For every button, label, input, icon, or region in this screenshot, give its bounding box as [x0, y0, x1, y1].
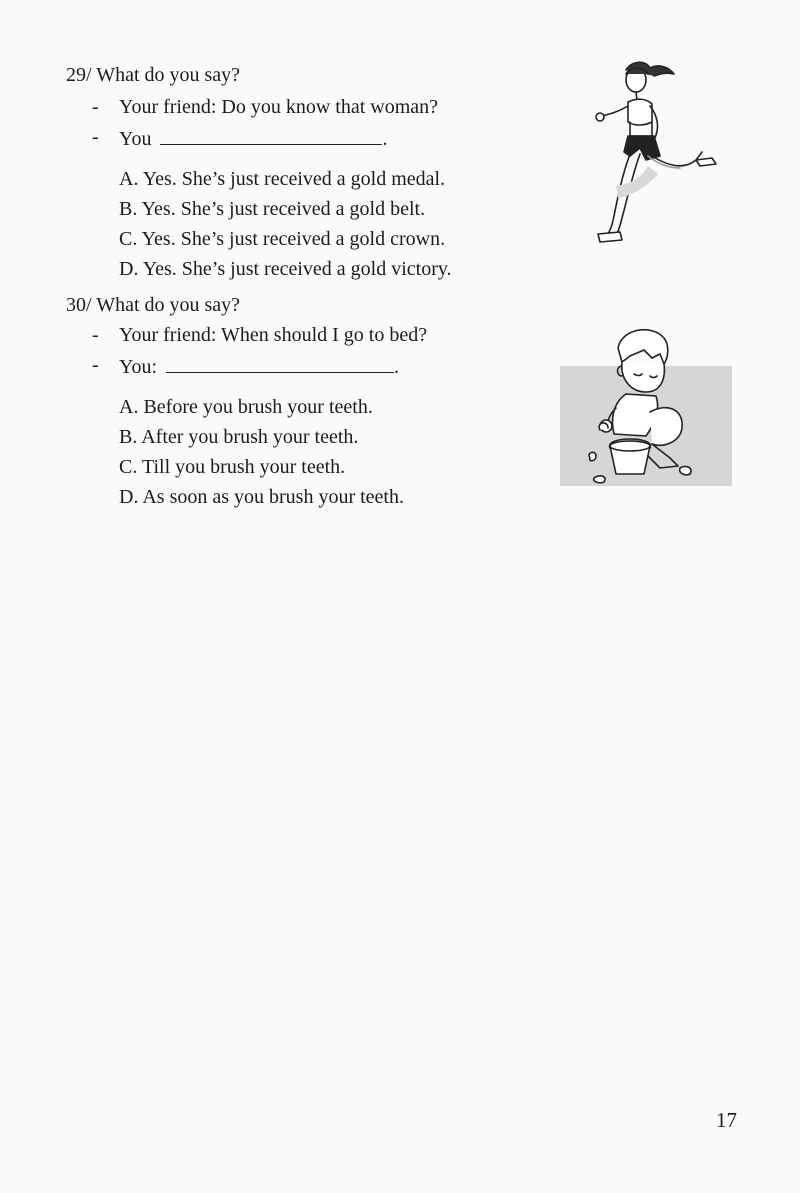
- page-number: 17: [716, 1108, 737, 1132]
- question-29-answer-line: [119, 126, 387, 151]
- question-30-friend-line: Your friend: When should I go to bed?: [119, 324, 428, 346]
- question-29-option-a: A. Yes. She’s just received a gold medal.: [119, 168, 446, 190]
- you-label: You: [119, 128, 152, 150]
- boy-sandcastle-illustration: [560, 318, 732, 490]
- question-29-option-b: B. Yes. She’s just received a gold belt.: [119, 198, 426, 220]
- question-29-option-d: D. Yes. She’s just received a gold victory.: [119, 258, 452, 280]
- answer-period: .: [382, 128, 388, 150]
- question-29-option-c: C. Yes. She’s just received a gold crown.: [119, 228, 446, 250]
- answer-period: .: [394, 356, 399, 378]
- dialogue-dash: -: [92, 354, 99, 376]
- you-label: You:: [119, 356, 157, 378]
- dialogue-dash: -: [92, 96, 99, 118]
- question-30-title: 30/ What do you say?: [66, 294, 241, 316]
- question-30-option-c: C. Till you brush your teeth.: [119, 456, 346, 478]
- answer-blank: [160, 126, 382, 145]
- question-30-answer-line: [119, 354, 399, 379]
- dialogue-dash: -: [92, 126, 99, 148]
- question-29-friend-line: Your friend: Do you know that woman?: [119, 96, 439, 118]
- question-30-option-a: A. Before you brush your teeth.: [119, 396, 373, 418]
- question-30-option-b: B. After you brush your teeth.: [119, 426, 359, 448]
- running-woman-illustration: [588, 56, 728, 252]
- question-29-title: 29/ What do you say?: [66, 64, 241, 86]
- answer-blank: [166, 354, 394, 373]
- question-30-option-d: D. As soon as you brush your teeth.: [119, 486, 404, 508]
- dialogue-dash: -: [92, 324, 99, 346]
